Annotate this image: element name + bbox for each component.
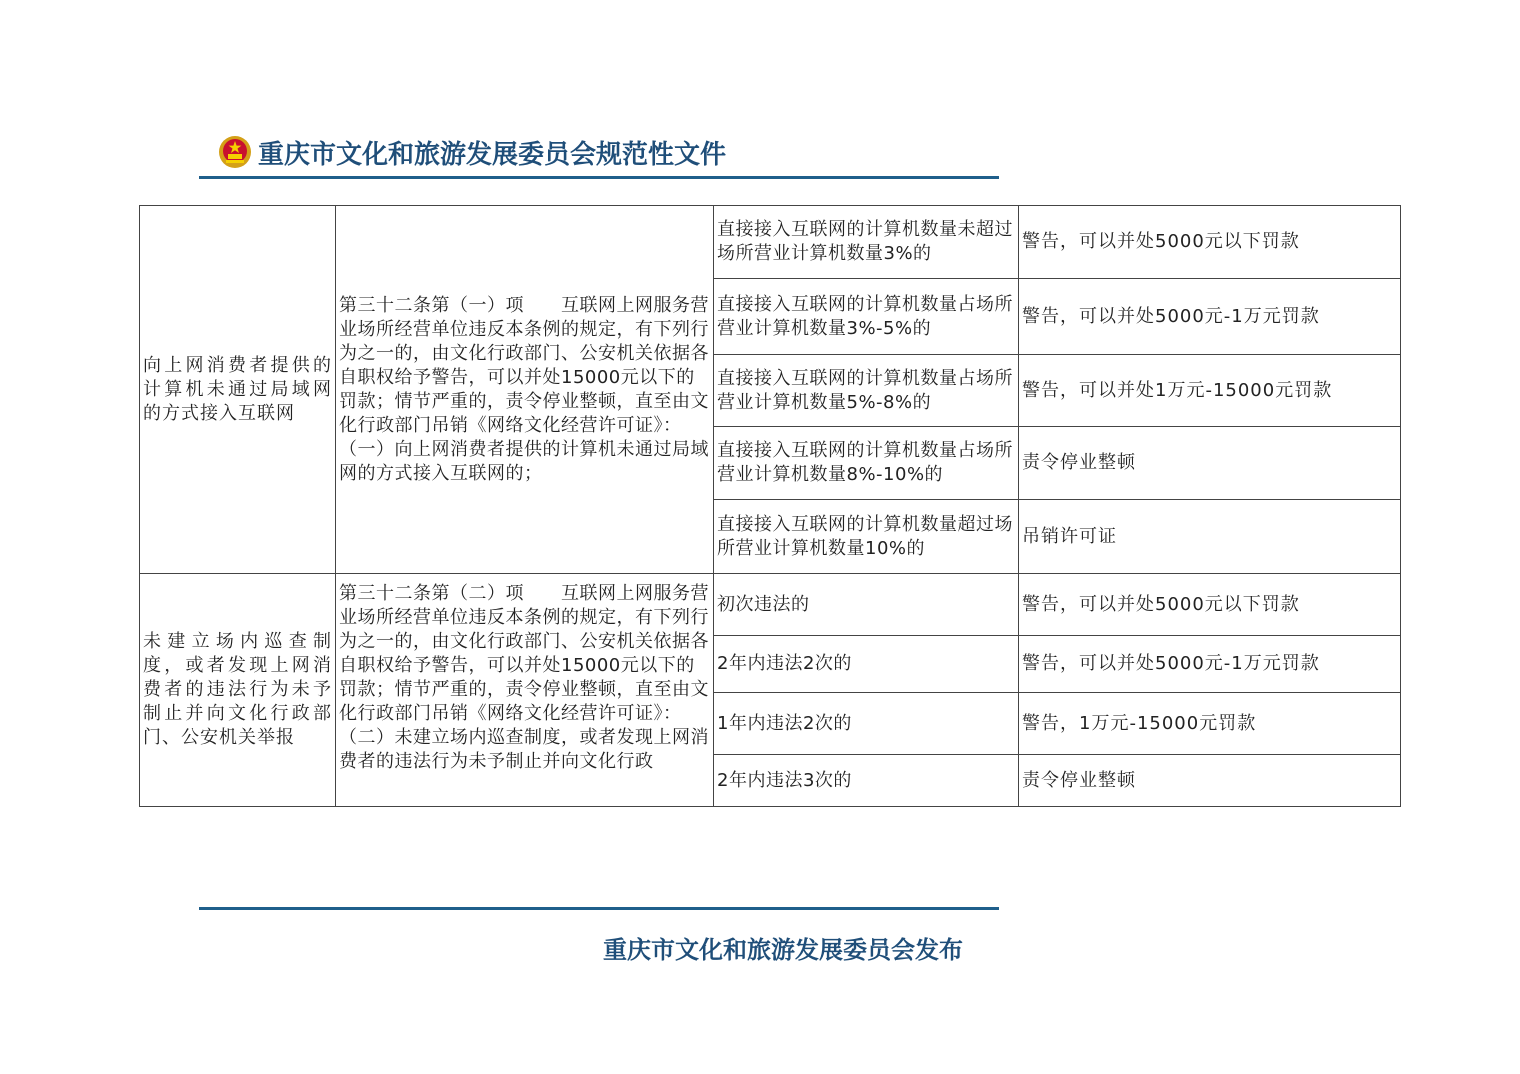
condition-cell: 1年内违法2次的 bbox=[714, 693, 1019, 755]
penalty-cell: 警告，可以并处5000元以下罚款 bbox=[1019, 206, 1401, 279]
condition-cell: 直接接入互联网的计算机数量超过场所营业计算机数量10%的 bbox=[714, 500, 1019, 574]
page-title: 重庆市文化和旅游发展委员会规范性文件 bbox=[258, 139, 727, 170]
table-row bbox=[140, 206, 1401, 279]
condition-cell: 直接接入互联网的计算机数量占场所营业计算机数量8%-10%的 bbox=[714, 427, 1019, 500]
document-header bbox=[218, 132, 726, 172]
penalty-table bbox=[139, 205, 1401, 807]
condition-cell: 直接接入互联网的计算机数量占场所营业计算机数量5%-8%的 bbox=[714, 355, 1019, 427]
penalty-cell: 责令停业整顿 bbox=[1019, 427, 1401, 500]
condition-cell: 2年内违法3次的 bbox=[714, 755, 1019, 807]
condition-cell: 初次违法的 bbox=[714, 574, 1019, 636]
legal-clause-text: 第三十二条第（二）项 互联网上网服务营业场所经营单位违反本条例的规定，有下列行为之一的，由文化行政部门、公安机关依据各自职权给予警告，可以并处15000元以下的罚款；情节严重的，责令停业整顿，直至由文化行政部门吊销《网络文化经营许可证》：（二）未建立场内巡查制度，或者发现上网消费者的违法行为未予制止并向文化行政 bbox=[339, 583, 709, 772]
national-emblem-icon bbox=[218, 135, 252, 169]
legal-clause: 第三十二条第（一）项 互联网上网服务营业场所经营单位违反本条例的规定，有下列行为之一的，由文化行政部门、公安机关依据各自职权给予警告，可以并处15000元以下的罚款；情节严重的，责令停业整顿，直至由文化行政部门吊销《网络文化经营许可证》：（一）向上网消费者提供的计算机未通过局域网的方式接入互联网的； bbox=[336, 206, 714, 574]
condition-cell: 直接接入互联网的计算机数量占场所营业计算机数量3%-5%的 bbox=[714, 279, 1019, 355]
penalty-cell: 警告，可以并处5000元-1万元罚款 bbox=[1019, 636, 1401, 693]
penalty-cell: 警告，可以并处1万元-15000元罚款 bbox=[1019, 355, 1401, 427]
condition-cell: 直接接入互联网的计算机数量未超过场所营业计算机数量3%的 bbox=[714, 206, 1019, 279]
violation-category: 向上网消费者提供的计算机未通过局域网的方式接入互联网 bbox=[140, 206, 336, 574]
penalty-cell: 警告，可以并处5000元以下罚款 bbox=[1019, 574, 1401, 636]
penalty-cell: 吊销许可证 bbox=[1019, 500, 1401, 574]
penalty-cell: 责令停业整顿 bbox=[1019, 755, 1401, 807]
legal-clause bbox=[336, 574, 714, 807]
publisher-label: 重庆市文化和旅游发展委员会发布 bbox=[603, 935, 963, 964]
header-divider bbox=[199, 176, 999, 179]
penalty-cell: 警告，1万元-15000元罚款 bbox=[1019, 693, 1401, 755]
table-row bbox=[140, 574, 1401, 636]
penalty-cell: 警告，可以并处5000元-1万元罚款 bbox=[1019, 279, 1401, 355]
violation-category: 未建立场内巡查制度，或者发现上网消费者的违法行为未予制止并向文化行政部门、公安机关举报 bbox=[140, 574, 336, 807]
footer-divider bbox=[199, 907, 999, 910]
condition-cell: 2年内违法2次的 bbox=[714, 636, 1019, 693]
